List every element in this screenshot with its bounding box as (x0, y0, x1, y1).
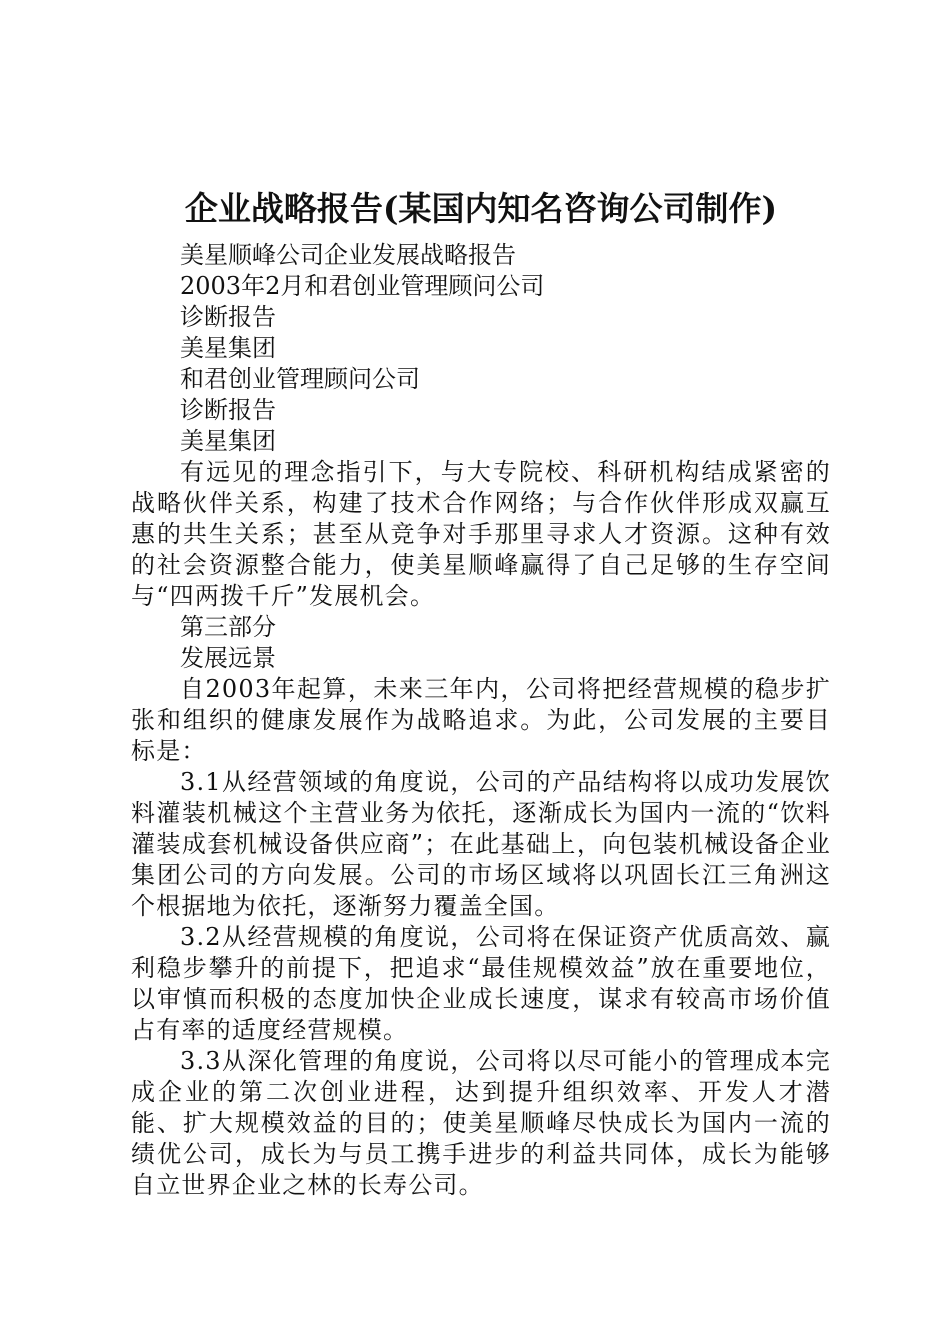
header-line-report-name: 美星顺峰公司企业发展战略报告 (180, 241, 516, 269)
header-line-consultant-name: 和君创业管理顾问公司 (180, 365, 420, 393)
header-line-group-name: 美星集团 (180, 334, 276, 362)
header-line-date-consultant: 2003年2月和君创业管理顾问公司 (180, 272, 545, 300)
paragraph-intro: 有远见的理念指引下，与大专院校、科研机构结成紧密的战略伙伴关系，构建了技术合作网络；与合作伙伴形成双赢互惠的共生关系；甚至从竞争对手那里寻求人才资源。这种有效的社会资源整合能力，使美星顺峰赢得了自己足够的生存空间与“四两拨千斤”发展机会。 (131, 458, 831, 610)
paragraph-3-2: 3.2从经营规模的角度说，公司将在保证资产优质高效、赢利稳步攀升的前提下，把追求“最佳规模效益”放在重要地位，以审慎而积极的态度加快企业成长速度，谋求有较高市场价值占有率的适度经营规模。 (131, 923, 831, 1044)
paragraph-3-3: 3.3从深化管理的角度说，公司将以尽可能小的管理成本完成企业的第二次创业进程，达到提升组织效率、开发人才潜能、扩大规模效益的目的；使美星顺峰尽快成长为国内一流的绩优公司，成长为与员工携手进步的利益共同体，成长为能够自立世界企业之林的长寿公司。 (131, 1047, 831, 1199)
section-label: 第三部分 (180, 613, 276, 641)
header-line-diagnosis-report-repeat: 诊断报告 (180, 396, 276, 424)
header-line-group-name-repeat: 美星集团 (180, 427, 276, 455)
paragraph-3-1: 3.1从经营领域的角度说，公司的产品结构将以成功发展饮料灌装机械这个主营业务为依托，逐渐成长为国内一流的“饮料灌装成套机械设备供应商”；在此基础上，向包装机械设备企业集团公司的方向发展。公司的市场区域将以巩固长江三角洲这个根据地为依托，逐渐努力覆盖全国。 (131, 768, 831, 920)
document-page (131, 186, 831, 1201)
section-title: 发展远景 (180, 644, 276, 672)
document-title: 企业战略报告(某国内知名咨询公司制作) (184, 189, 778, 228)
paragraph-goals: 自2003年起算，未来三年内，公司将把经营规模的稳步扩张和组织的健康发展作为战略追求。为此，公司发展的主要目标是： (131, 675, 831, 765)
header-line-diagnosis-report: 诊断报告 (180, 303, 276, 331)
